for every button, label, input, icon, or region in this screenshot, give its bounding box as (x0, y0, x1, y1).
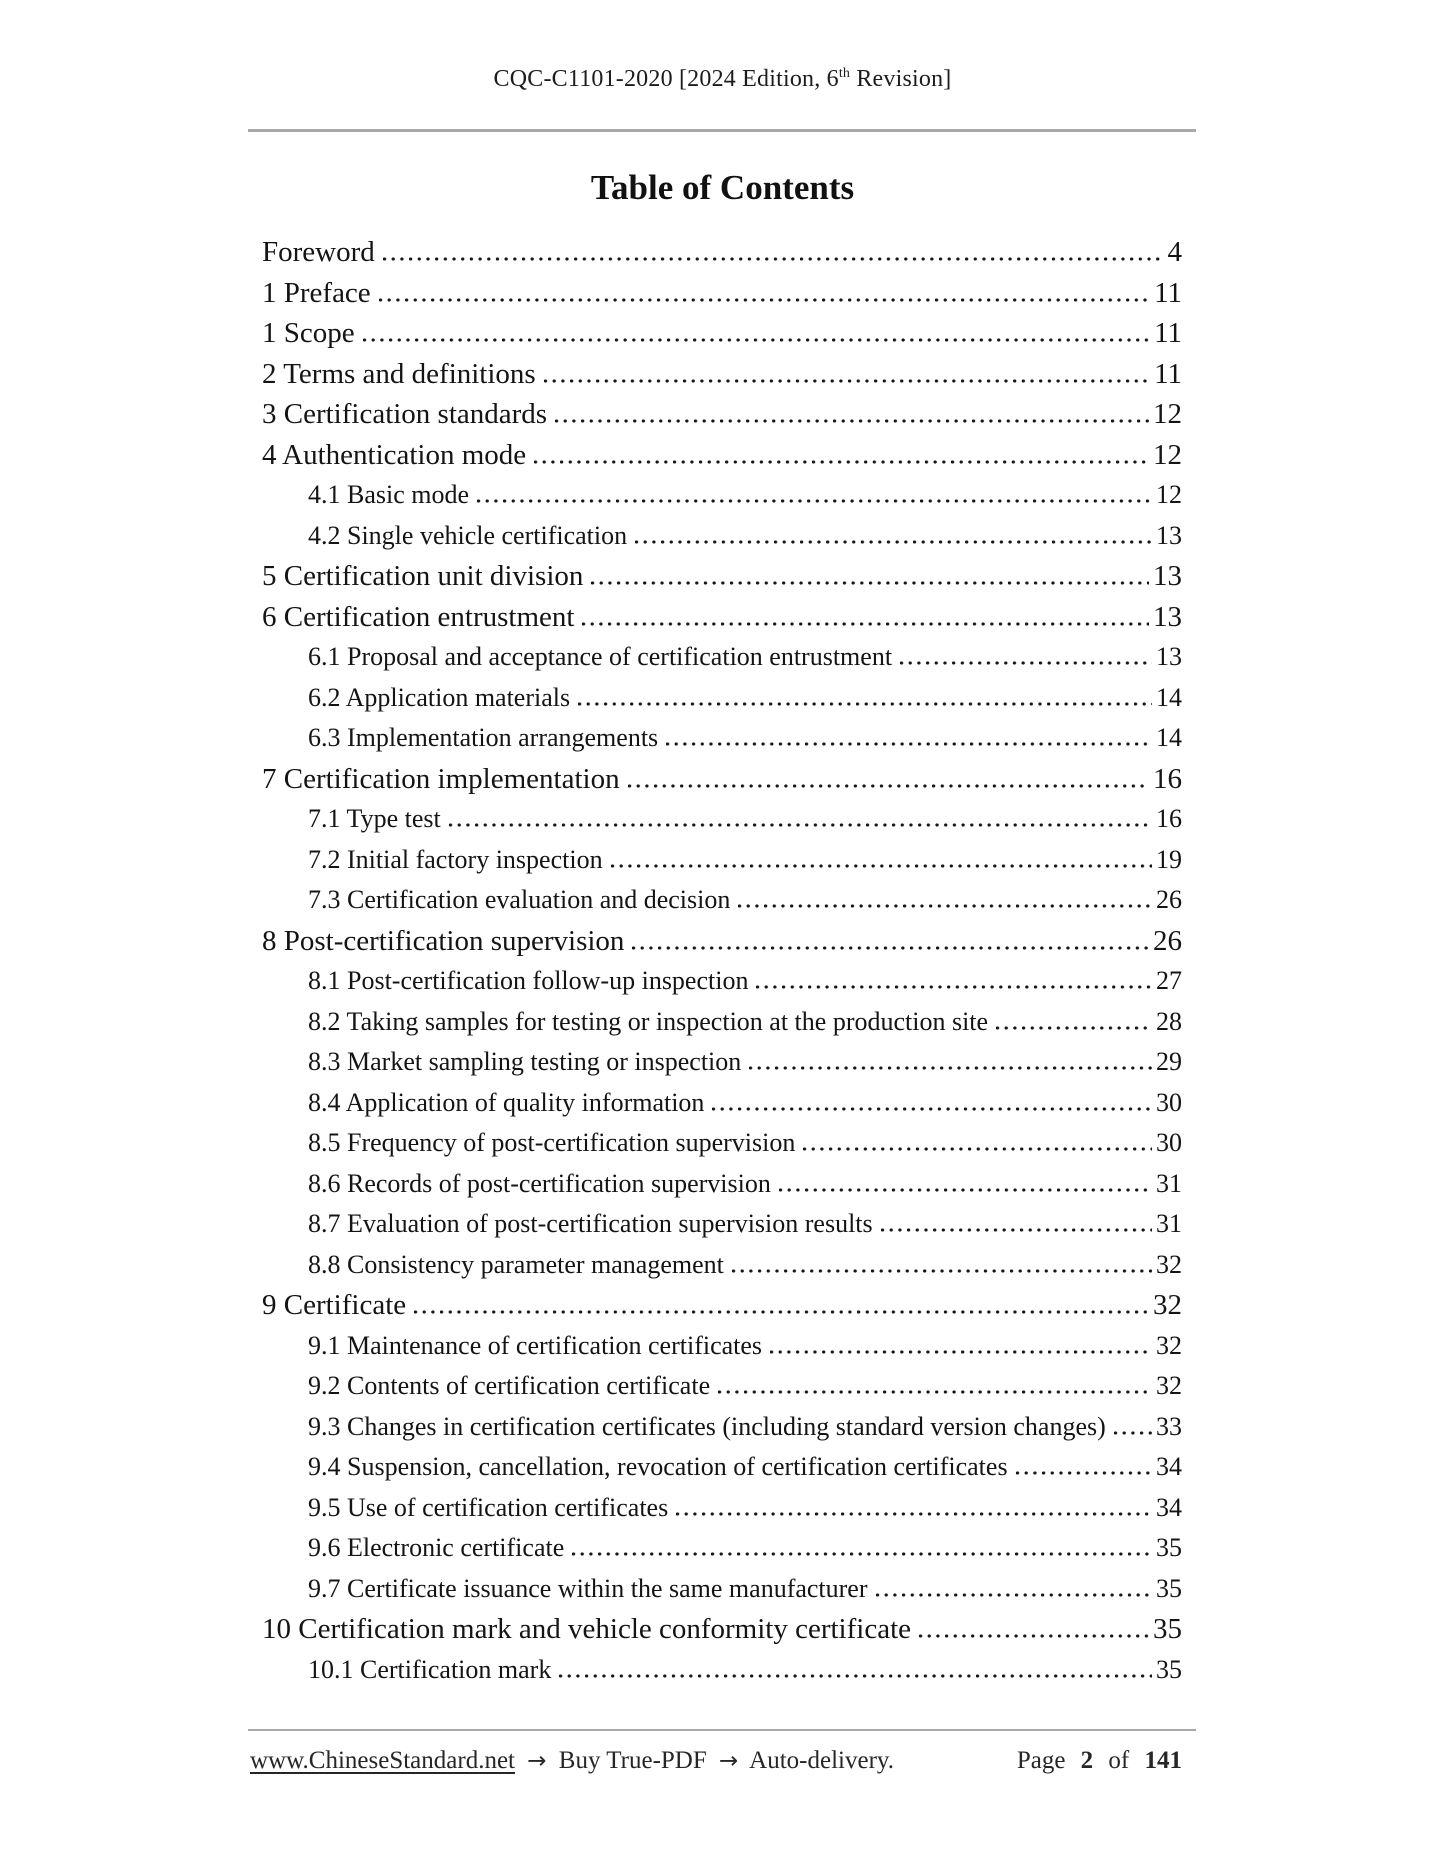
toc-page-number: 32 (1156, 1330, 1182, 1360)
toc-entry-label: 5 Certification unit division (262, 560, 584, 592)
toc-entry[interactable] (262, 1650, 1182, 1691)
page-label: Page (1016, 1747, 1066, 1774)
toc-list (262, 232, 1182, 1690)
toc-entry-label: 1 Scope (262, 317, 355, 349)
dot-leader (769, 1350, 1152, 1354)
toc-page-number: 35 (1156, 1573, 1182, 1603)
toc-page-number: 16 (1153, 762, 1182, 795)
website-link[interactable]: www.ChineseStandard.net (250, 1747, 515, 1774)
toc-entry[interactable] (262, 799, 1182, 840)
toc-page-number: 14 (1156, 723, 1182, 752)
dot-leader (802, 1147, 1152, 1151)
toc-entry-label: 7.1 Type test (308, 804, 441, 833)
toc-entry[interactable] (262, 597, 1182, 638)
toc-entry[interactable] (262, 1488, 1182, 1529)
toc-entry-label: 4 Authentication mode (262, 438, 527, 471)
toc-page-number: 12 (1156, 480, 1182, 509)
toc-page-number: 13 (1156, 642, 1182, 671)
toc-entry-label: 1 Preface (262, 276, 371, 309)
page-indicator (1017, 1747, 1182, 1775)
dot-leader (533, 460, 1149, 464)
dot-leader (675, 1512, 1152, 1516)
dot-leader (631, 946, 1149, 950)
dot-leader (362, 338, 1150, 342)
toc-entry[interactable] (262, 759, 1182, 800)
toc-entry[interactable] (262, 1204, 1182, 1245)
dot-leader (634, 540, 1152, 544)
toc-page-number: 32 (1156, 1371, 1182, 1400)
toc-entry-label: 7.2 Initial factory inspection (308, 844, 603, 874)
toc-page-number: 13 (1153, 600, 1182, 633)
toc-page-number: 35 (1156, 1533, 1182, 1562)
toc-entry[interactable] (262, 1245, 1182, 1286)
toc-entry-label: 9.5 Use of certification certificates (308, 1492, 669, 1522)
dot-leader (1113, 1431, 1152, 1435)
toc-entry-label: 8.2 Taking samples for testing or inspection at the production site (308, 1006, 989, 1036)
document-code-header (0, 66, 1445, 93)
toc-entry-label: 9.3 Changes in certification certificates (including standard version changes) (308, 1411, 1106, 1441)
toc-entry[interactable] (262, 678, 1182, 719)
toc-page-number: 11 (1154, 317, 1182, 349)
dot-leader (737, 904, 1152, 908)
dot-leader (590, 581, 1149, 585)
toc-entry[interactable] (262, 921, 1182, 962)
toc-entry-label: 10.1 Certification mark (308, 1654, 552, 1684)
toc-page-number: 13 (1153, 560, 1182, 592)
dot-leader (880, 1228, 1152, 1232)
dot-leader (476, 499, 1152, 503)
toc-page-number: 11 (1154, 357, 1182, 390)
dot-leader (610, 864, 1152, 868)
toc-entry-label: 9.1 Maintenance of certification certificates (308, 1330, 763, 1360)
toc-page-number: 19 (1156, 844, 1182, 874)
toc-entry-label: 9.4 Suspension, cancellation, revocation of certification certificates (308, 1452, 1008, 1481)
toc-entry[interactable] (262, 1609, 1182, 1650)
arrow-right-icon: → (719, 1748, 739, 1774)
toc-entry[interactable] (262, 1326, 1182, 1367)
toc-entry[interactable] (262, 232, 1182, 273)
toc-entry-label: 4.1 Basic mode (308, 480, 470, 509)
footer-divider (248, 1729, 1196, 1731)
toc-entry[interactable] (262, 1002, 1182, 1043)
toc-entry[interactable] (262, 273, 1182, 314)
toc-page-number: 26 (1153, 924, 1182, 957)
toc-entry-label: 7.3 Certification evaluation and decision (308, 885, 731, 914)
dot-leader (382, 257, 1164, 261)
footer-info (250, 1747, 900, 1775)
dot-leader (581, 622, 1149, 626)
toc-entry-label: 6.3 Implementation arrangements (308, 723, 659, 752)
dot-leader (577, 702, 1152, 706)
toc-page-number: 4 (1167, 236, 1182, 268)
toc-entry-label: 7 Certification implementation (262, 762, 620, 795)
toc-entry-label: 8.4 Application of quality information (308, 1087, 705, 1117)
toc-entry-label: 8.5 Frequency of post-certification supervision (308, 1128, 796, 1157)
toc-entry[interactable] (262, 1447, 1182, 1488)
toc-page-number: 27 (1156, 966, 1182, 995)
dot-leader (378, 298, 1150, 302)
header-divider (248, 129, 1196, 132)
toc-entry[interactable] (262, 475, 1182, 516)
toc-entry-label: 6 Certification entrustment (262, 600, 575, 633)
document-code-text: CQC-C1101-2020 [2024 Edition, 6 (493, 66, 839, 92)
dot-leader (995, 1026, 1152, 1030)
toc-page-number: 32 (1156, 1249, 1182, 1279)
toc-entry[interactable] (262, 637, 1182, 678)
arrow-right-icon: → (527, 1748, 547, 1774)
toc-entry-label: 6.1 Proposal and acceptance of certification entrustment (308, 642, 893, 671)
dot-leader (918, 1634, 1149, 1638)
toc-entry-label: 8 Post-certification supervision (262, 924, 625, 957)
dot-leader (755, 985, 1152, 989)
toc-page-number: 35 (1153, 1613, 1182, 1645)
document-code-suffix: Revision] (850, 66, 952, 92)
dot-leader (731, 1269, 1152, 1273)
toc-entry-label: 9 Certificate (262, 1289, 407, 1321)
toc-entry[interactable] (262, 394, 1182, 435)
dot-leader (711, 1107, 1152, 1111)
toc-entry[interactable] (262, 840, 1182, 881)
toc-entry[interactable] (262, 961, 1182, 1002)
toc-entry-label: 10 Certification mark and vehicle conformity certificate (262, 1613, 912, 1645)
toc-entry-label: 9.2 Contents of certification certificate (308, 1371, 711, 1400)
toc-page-number: 31 (1156, 1168, 1182, 1198)
toc-entry[interactable] (262, 880, 1182, 921)
toc-entry[interactable] (262, 556, 1182, 597)
toc-entry-label: 9.6 Electronic certificate (308, 1533, 565, 1562)
of-label: of (1108, 1747, 1130, 1774)
toc-page-number: 28 (1156, 1006, 1182, 1036)
toc-page-number: 12 (1153, 438, 1182, 471)
dot-leader (543, 379, 1150, 383)
dot-leader (413, 1310, 1149, 1314)
toc-entry-label: Foreword (262, 236, 375, 268)
toc-page-number: 26 (1156, 885, 1182, 914)
toc-entry[interactable] (262, 313, 1182, 354)
toc-page-number: 14 (1156, 682, 1182, 712)
revision-superscript: th (838, 66, 851, 81)
toc-page-number: 35 (1156, 1654, 1182, 1684)
dot-leader (558, 1674, 1152, 1678)
dot-leader (448, 823, 1152, 827)
dot-leader (717, 1390, 1152, 1394)
toc-page-number: 30 (1156, 1087, 1182, 1117)
toc-page-number: 34 (1156, 1492, 1182, 1522)
toc-entry[interactable] (262, 354, 1182, 395)
auto-delivery-text: Auto-delivery. (749, 1747, 895, 1774)
toc-entry-label: 3 Certification standards (262, 398, 548, 430)
toc-entry-label: 2 Terms and definitions (262, 357, 536, 390)
dot-leader (778, 1188, 1152, 1192)
toc-entry[interactable] (262, 1285, 1182, 1326)
toc-entry-label: 8.7 Evaluation of post-certification supervision results (308, 1209, 873, 1238)
toc-entry-label: 8.8 Consistency parameter management (308, 1249, 724, 1279)
dot-leader (875, 1593, 1152, 1597)
toc-page-number: 30 (1156, 1128, 1182, 1157)
dot-leader (554, 419, 1149, 423)
toc-entry[interactable] (262, 1569, 1182, 1610)
dot-leader (899, 661, 1152, 665)
toc-entry[interactable] (262, 1164, 1182, 1205)
toc-entry[interactable] (262, 435, 1182, 476)
toc-entry[interactable] (262, 718, 1182, 759)
toc-page-number: 13 (1156, 520, 1182, 550)
toc-entry[interactable] (262, 1083, 1182, 1124)
toc-entry[interactable] (262, 1528, 1182, 1569)
toc-entry-label: 9.7 Certificate issuance within the same manufacturer (308, 1573, 868, 1603)
toc-page-number: 32 (1153, 1289, 1182, 1321)
toc-entry-label: 8.1 Post-certification follow-up inspection (308, 966, 749, 995)
dot-leader (748, 1066, 1152, 1070)
toc-page-number: 31 (1156, 1209, 1182, 1238)
dot-leader (571, 1552, 1152, 1556)
dot-leader (1015, 1471, 1152, 1475)
dot-leader (665, 742, 1152, 746)
toc-entry[interactable] (262, 516, 1182, 557)
toc-page-number: 11 (1154, 276, 1182, 309)
toc-page-number: 16 (1156, 804, 1182, 833)
toc-page-number: 34 (1156, 1452, 1182, 1481)
toc-entry[interactable] (262, 1042, 1182, 1083)
toc-entry[interactable] (262, 1407, 1182, 1448)
toc-entry-label: 8.6 Records of post-certification supervision (308, 1168, 771, 1198)
dot-leader (627, 784, 1149, 788)
page-footer (250, 1747, 1182, 1775)
toc-entry-label: 4.2 Single vehicle certification (308, 520, 628, 550)
toc-entry-label: 6.2 Application materials (308, 682, 571, 712)
toc-entry[interactable] (262, 1366, 1182, 1407)
buy-true-pdf-text: Buy True-PDF (558, 1747, 707, 1774)
toc-entry[interactable] (262, 1123, 1182, 1164)
page-title: Table of Contents (590, 168, 855, 207)
toc-page-number: 29 (1156, 1047, 1182, 1076)
total-pages-number: 141 (1144, 1747, 1182, 1774)
toc-page-number: 12 (1153, 398, 1182, 430)
toc-page-number: 33 (1156, 1411, 1182, 1441)
toc-entry-label: 8.3 Market sampling testing or inspection (308, 1047, 742, 1076)
current-page-number: 2 (1080, 1747, 1094, 1774)
